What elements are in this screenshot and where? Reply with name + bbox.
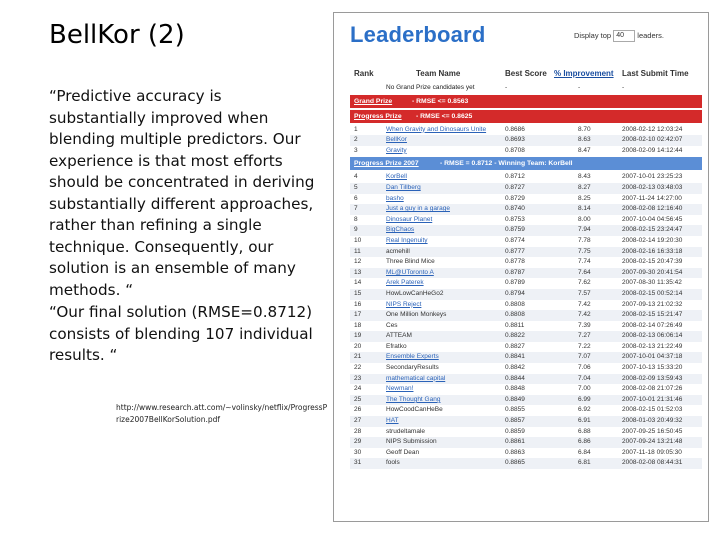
score-cell: 0.8759 <box>505 226 525 234</box>
team-name-cell[interactable]: HAT <box>386 417 399 425</box>
team-name-cell[interactable]: Dinosaur Planet <box>386 215 433 223</box>
submit-time-cell: 2008-02-13 21:22:49 <box>622 342 683 350</box>
score-cell: 0.8686 <box>505 125 525 133</box>
team-name-cell[interactable]: Newman! <box>386 385 414 393</box>
table-row <box>350 257 702 268</box>
submit-time-cell: 2008-02-12 12:03:24 <box>622 125 683 133</box>
score-cell: 0.8811 <box>505 321 525 329</box>
no-grand-prize-text: No Grand Prize candidates yet <box>386 84 475 91</box>
score-cell: 0.8844 <box>505 374 525 382</box>
submit-time-cell: 2007-10-01 04:37:18 <box>622 353 683 361</box>
grand-prize-link[interactable]: Grand Prize <box>354 97 393 105</box>
submit-time-cell: 2007-10-04 04:56:45 <box>622 215 683 223</box>
submit-time-cell: 2008-02-13 06:06:14 <box>622 332 683 340</box>
score-cell: 0.8729 <box>505 194 525 202</box>
submit-time-cell: 2007-08-30 11:35:42 <box>622 279 682 287</box>
rank-cell: 23 <box>354 374 362 382</box>
submit-time-cell: 2007-09-13 21:02:32 <box>622 300 683 308</box>
improvement-cell: 7.75 <box>578 247 591 255</box>
improvement-cell: 6.84 <box>578 448 591 456</box>
score-cell: 0.8708 <box>505 146 525 154</box>
rank-cell: 31 <box>354 459 362 467</box>
score-cell: 0.8774 <box>505 236 525 244</box>
score-cell: 0.8712 <box>505 173 525 181</box>
submit-time-cell: 2007-09-30 20:41:54 <box>622 268 683 276</box>
submit-time-cell: 2007-11-18 09:05:30 <box>622 448 682 456</box>
team-name-cell[interactable]: When Gravity and Dinosaurs Unite <box>386 125 487 133</box>
score-cell: 0.8855 <box>505 406 525 414</box>
submit-time-cell: 2008-01-03 20:49:32 <box>622 417 683 425</box>
rank-cell: 12 <box>354 258 362 266</box>
table-row <box>350 331 702 342</box>
improvement-cell: 7.78 <box>578 236 591 244</box>
team-name-cell[interactable]: NIPS Reject <box>386 300 422 308</box>
submit-time-cell: 2008-02-15 15:21:47 <box>622 311 683 319</box>
rank-cell: 4 <box>354 173 358 181</box>
table-row <box>350 458 702 469</box>
table-row <box>350 427 702 438</box>
rank-cell: 28 <box>354 427 362 435</box>
rank-cell: 3 <box>354 146 358 154</box>
improvement-cell: 6.91 <box>578 417 591 425</box>
score-cell: 0.8753 <box>505 215 525 223</box>
rank-cell: 11 <box>354 247 361 255</box>
score-cell: 0.8865 <box>505 459 525 467</box>
submit-time-cell: 2008-02-15 20:47:39 <box>622 258 683 266</box>
table-row <box>350 448 702 459</box>
improvement-cell: 7.74 <box>578 258 591 266</box>
rank-cell: 21 <box>354 353 362 361</box>
submit-time-cell: 2008-02-08 21:07:26 <box>622 385 683 393</box>
table-row <box>350 135 702 146</box>
rank-cell: 14 <box>354 279 362 287</box>
team-name-cell: Ces <box>386 321 398 329</box>
improvement-cell: 7.64 <box>578 268 591 276</box>
improvement-cell: 6.99 <box>578 395 591 403</box>
table-row <box>350 268 702 279</box>
score-cell: 0.8740 <box>505 205 525 213</box>
rank-cell: 18 <box>354 321 362 329</box>
score-cell: 0.8842 <box>505 364 525 372</box>
submit-time-cell: 2007-11-24 14:27:00 <box>622 194 682 202</box>
team-name-cell: acmehill <box>386 247 410 255</box>
team-name-cell: strudeltamale <box>386 427 426 435</box>
team-name-cell[interactable]: ML@UToronto A <box>386 268 434 276</box>
submit-time-cell: 2008-02-15 01:52:03 <box>622 406 683 414</box>
table-row <box>350 342 702 353</box>
rank-cell: 16 <box>354 300 362 308</box>
score-cell: 0.8693 <box>505 136 525 144</box>
improvement-cell: 8.27 <box>578 183 591 191</box>
table-row <box>350 310 702 321</box>
team-name-cell[interactable]: Dan Tillberg <box>386 183 421 191</box>
team-name-cell: HowCoodCanHeBe <box>386 406 443 414</box>
progress-prize-2007-bar <box>350 157 702 170</box>
table-row <box>350 204 702 215</box>
rank-cell: 29 <box>354 438 362 446</box>
score-cell: 0.8808 <box>505 311 525 319</box>
score-cell: 0.8848 <box>505 385 525 393</box>
improvement-cell: 7.94 <box>578 226 591 234</box>
improvement-cell: 7.06 <box>578 364 591 372</box>
table-row <box>350 289 702 300</box>
rank-cell: 20 <box>354 342 362 350</box>
team-name-cell[interactable]: Ensemble Experts <box>386 353 439 361</box>
improvement-cell: 6.88 <box>578 427 591 435</box>
top-rows-group <box>350 125 702 157</box>
main-rows-group <box>350 172 702 469</box>
submit-time-cell: 2008-02-09 13:59:43 <box>622 374 683 382</box>
improvement-cell: 7.39 <box>578 321 591 329</box>
improvement-cell: 8.43 <box>578 173 591 181</box>
rank-cell: 8 <box>354 215 358 223</box>
table-row <box>350 146 702 157</box>
improvement-cell: 7.04 <box>578 374 591 382</box>
header-score: Best Score <box>505 69 547 78</box>
grand-prize-bar <box>350 95 702 108</box>
progress-prize-rmse: - RMSE <= 0.8625 <box>416 112 473 120</box>
submit-time-cell: 2008-02-09 14:12:44 <box>622 146 683 154</box>
table-row <box>350 236 702 247</box>
improvement-cell: 8.70 <box>578 125 591 133</box>
team-name-cell: Geoff Dean <box>386 448 420 456</box>
table-row <box>350 363 702 374</box>
submit-time-cell: 2007-09-25 16:50:45 <box>622 427 683 435</box>
team-name-cell: Three Blind Mice <box>386 258 435 266</box>
table-row <box>350 183 702 194</box>
table-header <box>350 69 700 81</box>
display-count-input[interactable]: 40 <box>613 30 635 42</box>
leaderboard-logo: Leaderboard <box>350 22 486 47</box>
rank-cell: 24 <box>354 385 362 393</box>
table-row <box>350 125 702 136</box>
rank-cell: 22 <box>354 364 362 372</box>
rank-cell: 2 <box>354 136 358 144</box>
improvement-cell: 6.81 <box>578 459 591 467</box>
rank-cell: 15 <box>354 289 362 297</box>
score-cell: 0.8808 <box>505 300 525 308</box>
improvement-cell: 8.63 <box>578 136 591 144</box>
rank-cell: 7 <box>354 205 358 213</box>
rank-cell: 26 <box>354 406 362 414</box>
display-suffix: leaders. <box>637 30 664 40</box>
team-name-cell: SecondaryResults <box>386 364 439 372</box>
team-name-cell[interactable]: The Thought Gang <box>386 395 441 403</box>
score-cell: 0.8727 <box>505 183 525 191</box>
improvement-cell: 7.42 <box>578 311 591 319</box>
team-name-cell: One Million Monkeys <box>386 311 447 319</box>
improvement-cell: 7.00 <box>578 385 591 393</box>
improvement-cell: 7.62 <box>578 279 591 287</box>
team-name-cell[interactable]: mathematical capital <box>386 374 446 382</box>
rank-cell: 5 <box>354 183 358 191</box>
rank-cell: 17 <box>354 311 362 319</box>
improvement-cell: 7.07 <box>578 353 591 361</box>
team-name-cell[interactable]: Gravity <box>386 146 407 154</box>
quote-predictive-accuracy: “Predictive accuracy is substantially improved when blending multiple predictors. Our experience is that most efforts should be concentrated in deriving substantially different approaches, rather than refining a single technique. Consequently, our solution is an ensemble of many methods. “ <box>49 87 315 299</box>
rank-cell: 13 <box>354 268 362 276</box>
table-row <box>350 215 702 226</box>
grand-prize-rmse: - RMSE <= 0.8563 <box>412 97 469 105</box>
score-cell: 0.8778 <box>505 258 525 266</box>
submit-time-cell: 2007-10-13 15:33:20 <box>622 364 683 372</box>
team-name-cell: HowLowCanHeGo2 <box>386 289 444 297</box>
team-name-cell[interactable]: basho <box>386 194 404 202</box>
improvement-cell: 8.25 <box>578 194 591 202</box>
table-row <box>350 374 702 385</box>
score-cell: 0.8859 <box>505 427 525 435</box>
rank-cell: 19 <box>354 332 362 340</box>
rank-cell: 1 <box>354 125 358 133</box>
team-name-cell: NIPS Submission <box>386 438 437 446</box>
no-grand-prize-row <box>350 83 702 94</box>
display-top-control <box>574 30 664 42</box>
table-row <box>350 278 702 289</box>
quote-final-solution: “Our final solution (RMSE=0.8712) consists of blending 107 individual results. “ <box>49 303 313 364</box>
leaderboard-screenshot <box>333 12 709 522</box>
submit-time-cell: 2008-02-16 16:33:18 <box>622 247 683 255</box>
header-date: Last Submit Time <box>622 69 689 78</box>
score-cell: 0.8777 <box>505 247 525 255</box>
improvement-cell: 8.14 <box>578 205 591 213</box>
table-row <box>350 352 702 363</box>
source-url[interactable]: http://www.research.att.com/~volinsky/netflix/ProgressPrize2007BellKorSolution.pdf <box>116 403 328 424</box>
team-name-cell: Efratko <box>386 342 407 350</box>
table-row <box>350 194 702 205</box>
team-name-cell[interactable]: Just a guy in a garage <box>386 205 450 213</box>
header-team: Team Name <box>416 69 461 78</box>
score-cell: 0.8789 <box>505 279 525 287</box>
no-grand-dash-score: - <box>505 84 508 91</box>
submit-time-cell: 2008-02-10 02:42:07 <box>622 136 683 144</box>
table-row <box>350 247 702 258</box>
team-name-cell[interactable]: BellKor <box>386 136 407 144</box>
submit-time-cell: 2008-02-08 08:44:31 <box>622 459 683 467</box>
table-row <box>350 405 702 416</box>
improvement-cell: 7.27 <box>578 332 591 340</box>
team-name-cell[interactable]: BigChaos <box>386 226 415 234</box>
table-row <box>350 321 702 332</box>
submit-time-cell: 2008-02-13 03:48:03 <box>622 183 683 191</box>
header-rank: Rank <box>354 69 374 78</box>
progress-prize-2007-link[interactable]: Progress Prize 2007 <box>354 160 419 168</box>
improvement-cell: 8.47 <box>578 146 591 154</box>
improvement-cell: 6.92 <box>578 406 591 414</box>
rank-cell: 25 <box>354 395 362 403</box>
table-row <box>350 300 702 311</box>
progress-prize-link[interactable]: Progress Prize <box>354 112 402 120</box>
score-cell: 0.8787 <box>505 268 525 276</box>
rank-cell: 10 <box>354 236 362 244</box>
rank-cell: 6 <box>354 194 358 202</box>
score-cell: 0.8841 <box>505 353 525 361</box>
submit-time-cell: 2008-02-15 00:52:14 <box>622 289 683 297</box>
table-row <box>350 225 702 236</box>
table-row <box>350 416 702 427</box>
team-name-cell[interactable]: Real Ingenuity <box>386 236 428 244</box>
improvement-cell: 7.22 <box>578 342 591 350</box>
submit-time-cell: 2008-02-14 07:26:49 <box>622 321 683 329</box>
progress-prize-bar <box>350 110 702 123</box>
score-cell: 0.8861 <box>505 438 525 446</box>
submit-time-cell: 2007-09-24 13:21:48 <box>622 438 683 446</box>
leaderboard-rows <box>350 83 702 469</box>
team-name-cell: ATTEAM <box>386 332 412 340</box>
improvement-cell: 7.57 <box>578 289 591 297</box>
table-row <box>350 437 702 448</box>
team-name-cell[interactable]: Arek Paterek <box>386 279 424 287</box>
rank-cell: 30 <box>354 448 362 456</box>
score-cell: 0.8857 <box>505 417 525 425</box>
no-grand-dash-imp: - <box>578 84 581 91</box>
submit-time-cell: 2007-10-01 21:31:46 <box>622 395 683 403</box>
submit-time-cell: 2008-02-08 12:16:40 <box>622 205 683 213</box>
improvement-cell: 6.86 <box>578 438 591 446</box>
table-row <box>350 172 702 183</box>
submit-time-cell: 2008-02-14 19:20:30 <box>622 236 683 244</box>
score-cell: 0.8794 <box>505 289 525 297</box>
score-cell: 0.8849 <box>505 395 525 403</box>
submit-time-cell: 2008-02-15 23:24:47 <box>622 226 683 234</box>
team-name-cell: fools <box>386 459 400 467</box>
table-row <box>350 395 702 406</box>
rank-cell: 27 <box>354 417 362 425</box>
display-prefix: Display top <box>574 30 612 40</box>
improvement-cell: 8.00 <box>578 215 591 223</box>
submit-time-cell: 2007-10-01 23:25:23 <box>622 173 683 181</box>
rank-cell: 9 <box>354 226 358 234</box>
no-grand-dash-date: - <box>622 84 625 91</box>
score-cell: 0.8863 <box>505 448 525 456</box>
score-cell: 0.8822 <box>505 332 525 340</box>
score-cell: 0.8827 <box>505 342 525 350</box>
improvement-cell: 7.42 <box>578 300 591 308</box>
team-name-cell[interactable]: KorBell <box>386 173 407 181</box>
slide-title: BellKor (2) <box>49 20 185 50</box>
progress-prize-2007-rmse: - RMSE = 0.8712 - Winning Team: KorBell <box>440 160 573 168</box>
header-improvement[interactable]: % Improvement <box>554 69 614 78</box>
table-row <box>350 384 702 395</box>
